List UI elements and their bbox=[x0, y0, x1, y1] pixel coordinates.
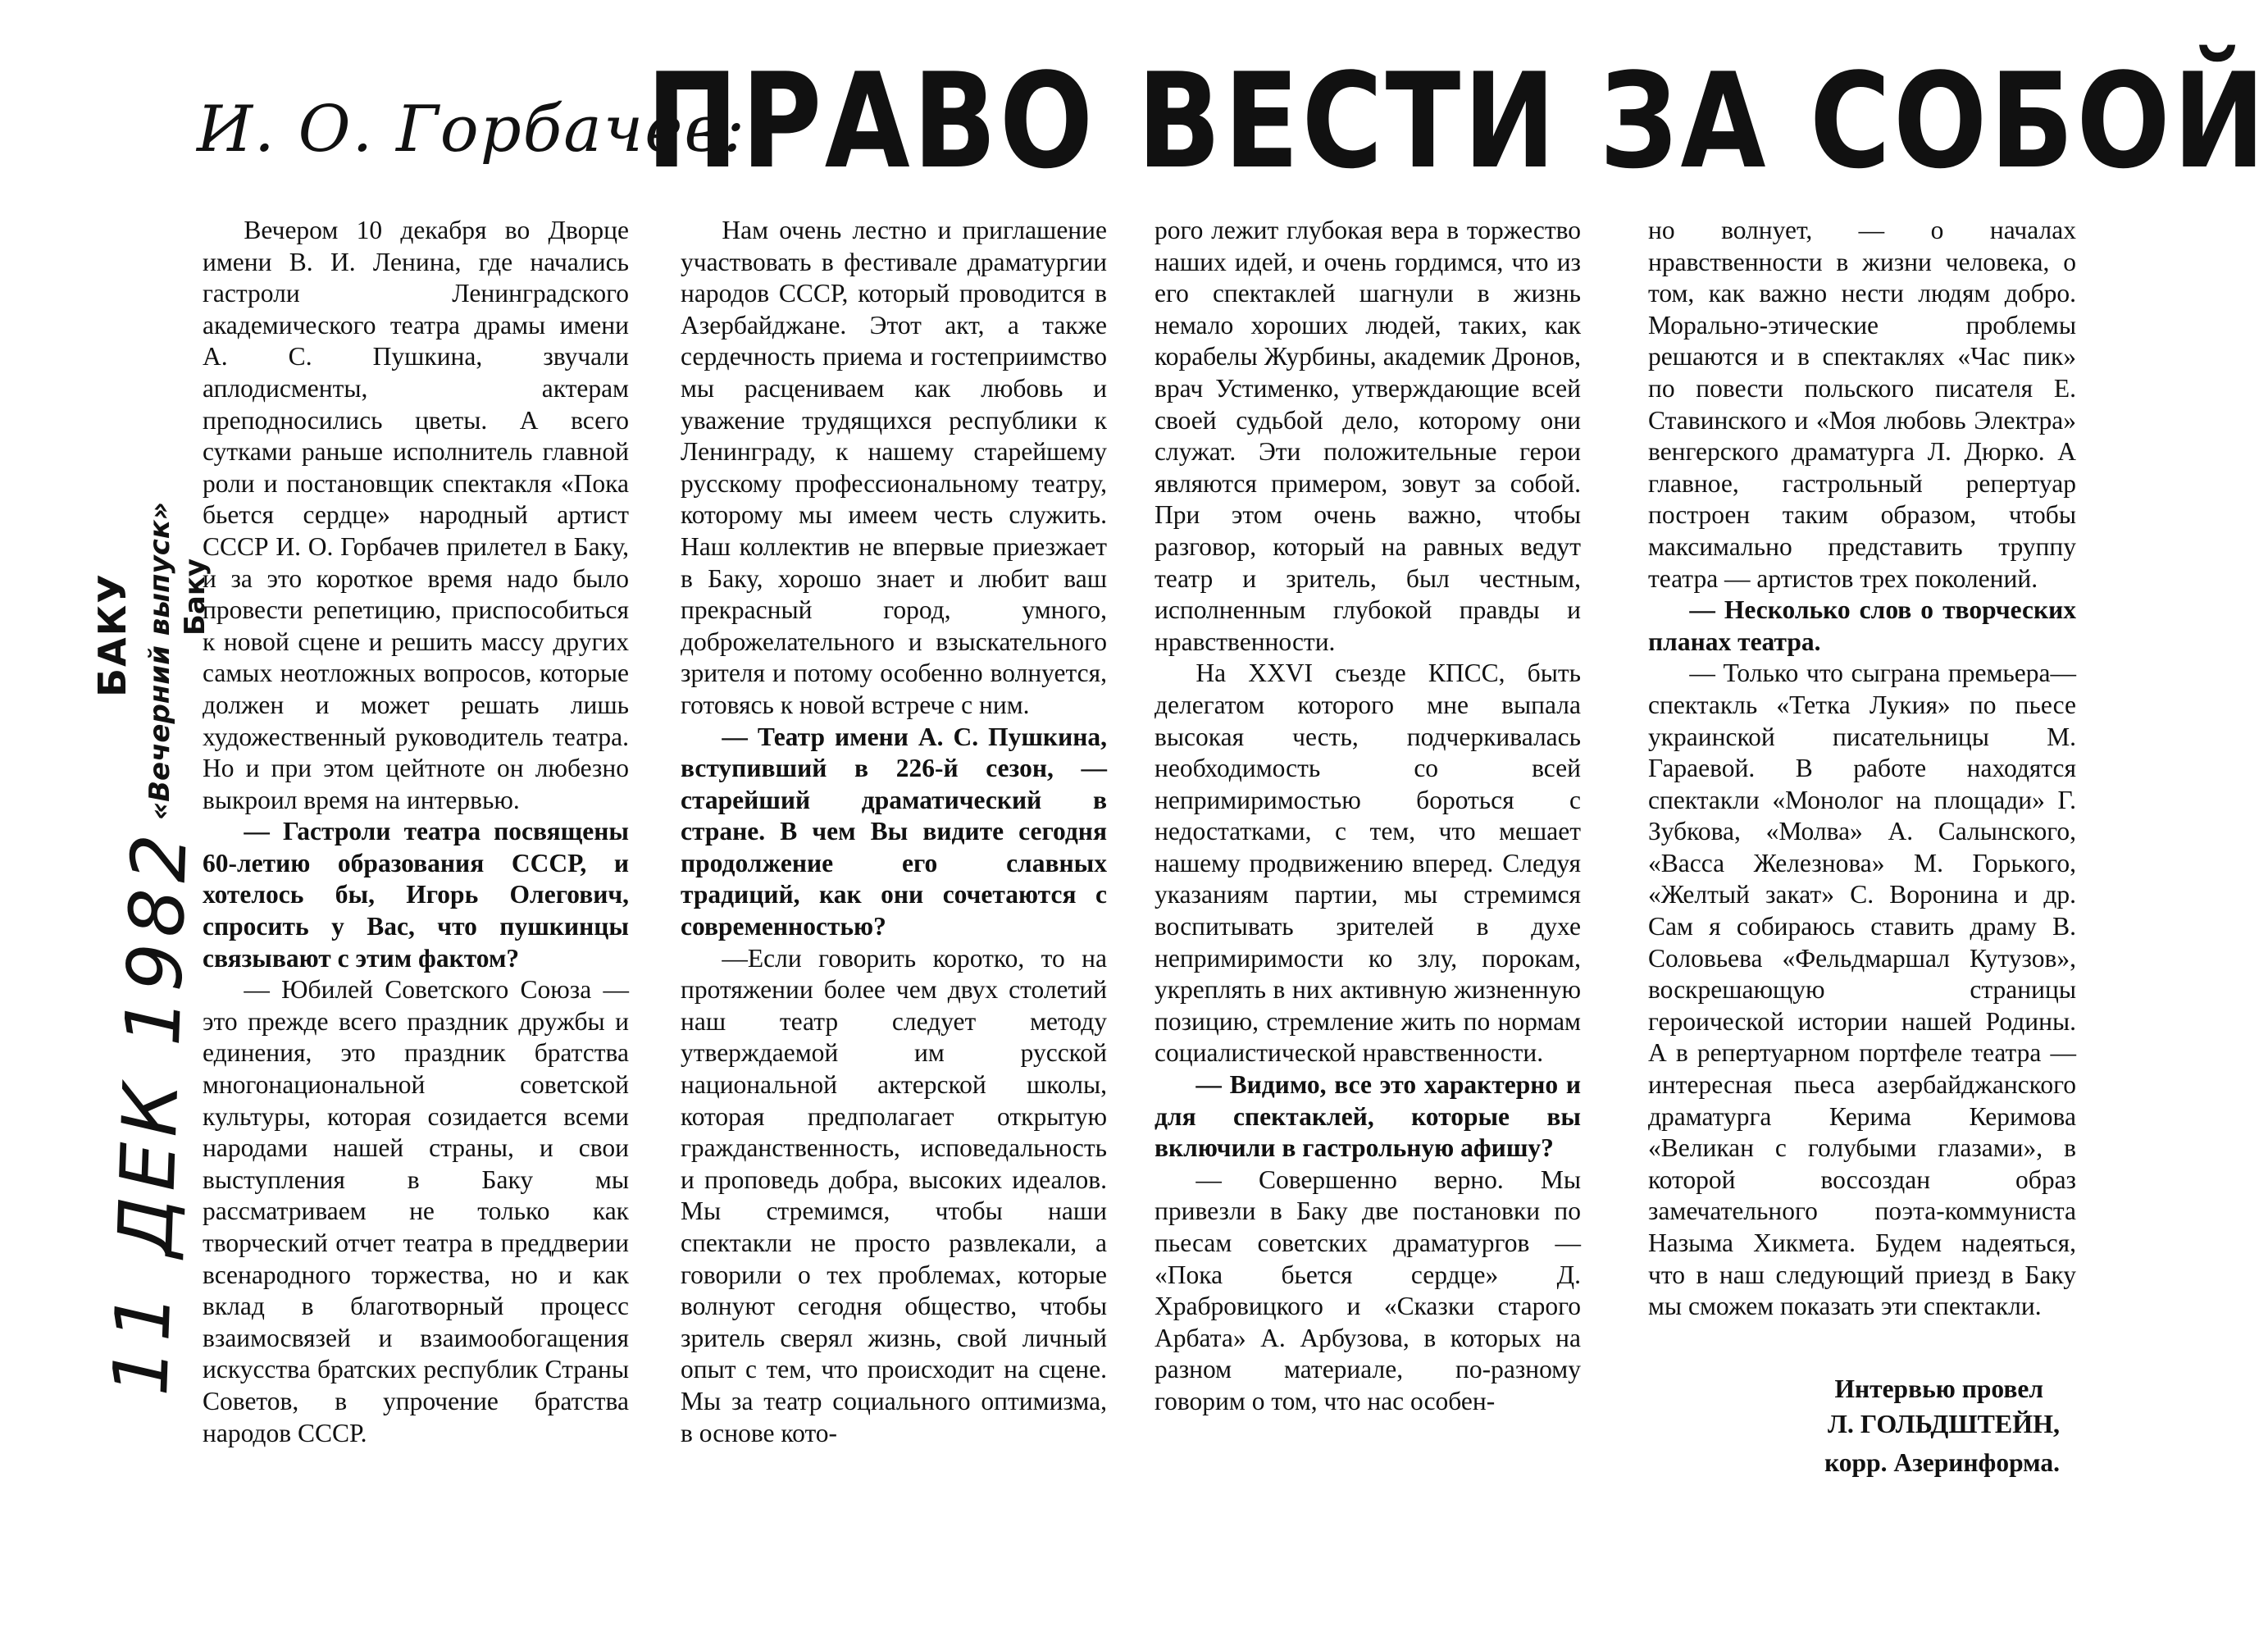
article-paragraph: —Если говорить коротко, то на протяжении более чем двух столетий наш театр следует методу утверждаемой им русской национальной актерской школы, которая предполагает открытую гражданственность, исповедальность и проповедь добра, высоких идеалов. Мы стремимся, чтобы наши спектакли не просто развлекали, а говорили о тех проблемах, которые волнуют сегодня общество, чтобы зритель сверял жизнь, свой личный опыт с тем, что происходит на сцене. Мы за театр социального оптимизма, в основе кото- bbox=[681, 943, 1107, 1447]
article-column-4 bbox=[1648, 215, 2076, 1480]
article-paragraph: Нам очень лестно и приглашение участвовать в фестивале драматургии народов СССР, который проводится в Азербайджане. Этот акт, а также сердечность приема и гостеприимство мы расцениваем как любовь и уважение трудящихся республики к Ленинграду, к нашему старейшему русскому профессиональному театру, которому мы имеем честь служить. Наш коллектив не впервые приезжает в Баку, хорошо знает и любит ваш прекрасный город, умного, доброжелательного и взыскательного зрителя и потому особенно волнуется, готовясь к новой встрече с ним. bbox=[681, 216, 1107, 719]
article-paragraph: — Юбилей Советского Союза — это прежде всего праздник дружбы и единения, это праздник братства многонациональной советской культуры, которая созидается всеми народами нашей страны, и свои выступления в Баку мы рассматриваем не только как творческий отчет театра в преддверии всенародного торжества, но и как вклад в благотворный процесс взаимосвязей и взаимообогащения искусства братских республик Страны Советов, в упрочение братства народов СССР. bbox=[203, 975, 629, 1447]
interview-question: — Видимо, все это характерно и для спектаклей, которые вы включили в гастрольную афишу? bbox=[1154, 1070, 1581, 1163]
interview-question: — Театр имени А. С. Пушкина, вступивший в 226-й сезон, — старейший драматический в стране. В чем Вы видите сегодня продолжение его славных традиций, как они сочетаются с современностью? bbox=[681, 722, 1107, 941]
article-paragraph: — Совершенно верно. Мы привезли в Баку две постановки по пьесам советских драматургов — «Пока бьется сердце» Д. Храбровицкого и «Сказки старого Арбата» А. Арбузова, в которых на разном материале, по-разному говорим о том, что нас особен- bbox=[1154, 1165, 1581, 1415]
headline-author: И. О. Горбачев: bbox=[197, 93, 747, 166]
signature-label: Интервью провел bbox=[1834, 1374, 2043, 1403]
article-column-2 bbox=[681, 215, 1107, 1449]
article-column-1 bbox=[203, 215, 629, 1449]
article-paragraph: Вечером 10 декабря во Дворце имени В. И. Ленина, где начались гастроли Ленинградского академического театра драмы имени А. С. Пушкина, звучали аплодисменты, актерам преподносились цветы. А всего сутками раньше исполнитель главной роли и постановщик спектакля «Пока бьется сердце» народный артист СССР И. О. Горбачев прилетел в Баку, и за это короткое время надо было провести репетицию, приспособиться к новой сцене и решить массу других самых неотложных вопросов, которые должен и может решать лишь художественный руководитель театра. Но и при этом цейтноте он любезно выкроил время на интервью. bbox=[203, 216, 629, 814]
headline bbox=[197, 44, 2268, 198]
article-paragraph: но волнует, — о началах нравственности в жизни человека, о том, как важно нести людям добро. Морально-этические проблемы решаются и в спектаклях «Час пик» по повести польского писателя Е. Ставинского и «Моя любовь Электра» венгерского драматурга Л. Дюрко. А главное, гастрольный репертуар построен таким образом, чтобы максимально представить труппу театра — артистов трех поколений. bbox=[1648, 216, 2076, 593]
stamp-city-secondary: Баку bbox=[179, 558, 212, 636]
interview-question: — Гастроли театра посвящены 60-летию образования СССР, и хотелось бы, Игорь Олегович, спросить у Вас, что пушкинцы связывают с этим фактом? bbox=[203, 817, 629, 973]
article-signature bbox=[1648, 1372, 2076, 1480]
interview-question: — Несколько слов о творческих планах театра. bbox=[1648, 595, 2076, 656]
stamp-city: БАКУ bbox=[90, 572, 134, 697]
stamp-date: 11 ДЕК 1982 bbox=[97, 826, 205, 1397]
article-paragraph: — Только что сыграна премьера—спектакль «Тетка Лукия» по пьесе украинской писательницы М. Гараевой. В работе находятся спектакли «Монолог на площади» Г. Зубкова, «Молва» А. Салынского, «Васса Железнова» М. Горького, «Желтый закат» С. Воронина и др. Сам я собираюсь ставить драму В. Соловьева «Фельдмаршал Кутузов», воскрешающую страницы героической истории нашей Родины. А в репертуарном портфеле театра — интересная пьеса азербайджанского драматурга Керима Керимова «Великан с голубыми глазами», в которой воссоздан образ замечательного поэта-коммуниста Назыма Хикмета. Будем надеяться, что в наш следующий приезд в Баку мы сможем показать эти спектакли. bbox=[1648, 659, 2076, 1321]
signature-affiliation: корр. Азеринформа. bbox=[1824, 1447, 2060, 1477]
article-column-3 bbox=[1154, 215, 1581, 1418]
signature-author: Л. ГОЛЬДШТЕЙН, bbox=[1828, 1408, 2060, 1438]
headline-title: ПРАВО ВЕСТИ ЗА СОБОЙ bbox=[646, 44, 2268, 198]
article-paragraph: рого лежит глубокая вера в торжество наших идей, и очень гордимся, что из его спектаклей шагнули в жизнь немало хороших людей, таких, как корабелы Журбины, академик Дронов, врач Устименко, утверждающие всей своей судьбой дело, которому они служат. Эти положительные герои являются примером, зовут за собой. При этом очень важно, чтобы разговор, который на равных ведут театр и зритель, был честным, исполненным глубокой правды и нравственности. bbox=[1154, 216, 1581, 656]
stamp-paper: «Вечерний выпуск» bbox=[143, 501, 176, 820]
article-paragraph: На XXVI съезде КПСС, быть делегатом которого мне выпала высокая честь, подчеркивалась необходимость со всей непримиримостью бороться с недостатками, с тем, что мешает нашему продвижению вперед. Следуя указаниям партии, мы стремимся воспитывать зрителей в духе непримиримости ко злу, порокам, укреплять в них активную жизненную позицию, стремление жить по нормам социалистической нравственности. bbox=[1154, 659, 1581, 1068]
